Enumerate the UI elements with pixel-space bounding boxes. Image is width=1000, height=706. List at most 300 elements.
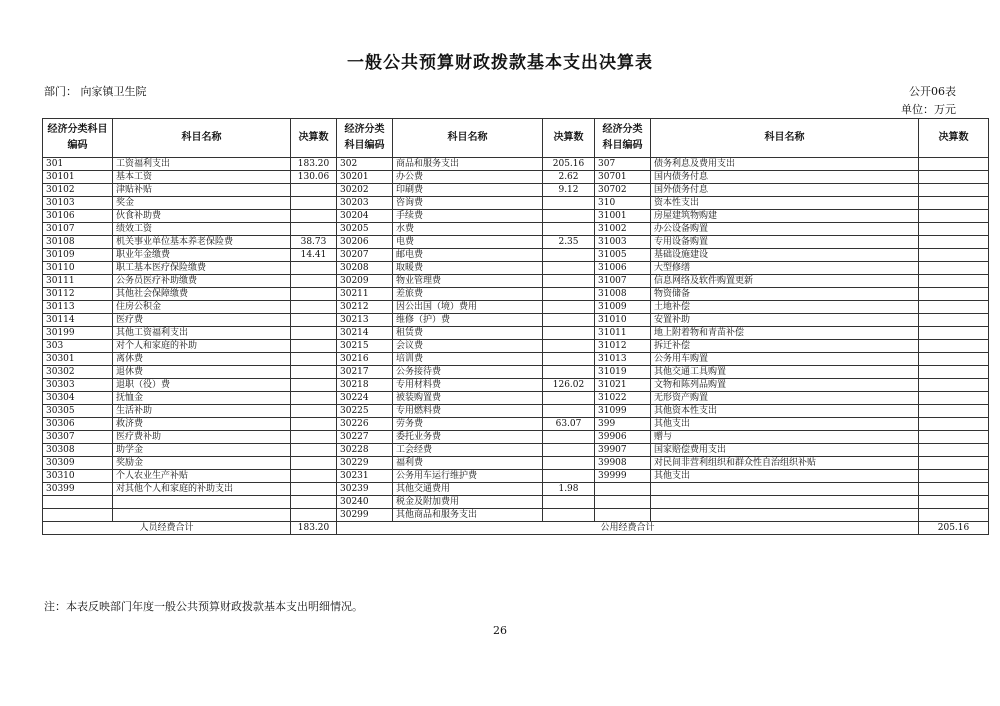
table-row [43, 275, 989, 288]
amount-cell [919, 171, 989, 184]
table-row [43, 301, 989, 314]
amount-cell [919, 210, 989, 223]
code-cell: 30227 [337, 431, 393, 444]
code-cell: 302 [337, 158, 393, 171]
name-cell: 其他支出 [651, 418, 919, 431]
amount-cell [919, 405, 989, 418]
expenditure-table [42, 118, 989, 535]
amount-cell [543, 509, 595, 522]
code-cell: 30203 [337, 197, 393, 210]
amount-cell [291, 340, 337, 353]
code-cell: 30307 [43, 431, 113, 444]
table-row [43, 314, 989, 327]
amount-cell [919, 418, 989, 431]
amount-cell: 14.41 [291, 249, 337, 262]
name-cell: 因公出国（境）费用 [393, 301, 543, 314]
name-cell: 文物和陈列品购置 [651, 379, 919, 392]
amount-cell [919, 223, 989, 236]
name-cell: 债务利息及费用支出 [651, 158, 919, 171]
table-row [43, 444, 989, 457]
amount-cell [543, 249, 595, 262]
amount-cell [919, 366, 989, 379]
name-cell: 商品和服务支出 [393, 158, 543, 171]
table-row [43, 431, 989, 444]
name-cell: 助学金 [113, 444, 291, 457]
code-cell: 30299 [337, 509, 393, 522]
amount-cell [543, 470, 595, 483]
name-cell: 办公设备购置 [651, 223, 919, 236]
amount-cell [291, 262, 337, 275]
code-cell: 39908 [595, 457, 651, 470]
amount-cell [291, 431, 337, 444]
amount-cell [919, 457, 989, 470]
code-cell: 31007 [595, 275, 651, 288]
table-row [43, 379, 989, 392]
code-cell: 30301 [43, 353, 113, 366]
table-row [43, 327, 989, 340]
code-cell: 30229 [337, 457, 393, 470]
name-cell: 大型修缮 [651, 262, 919, 275]
name-cell: 安置补助 [651, 314, 919, 327]
name-cell: 公务用车购置 [651, 353, 919, 366]
name-cell: 离休费 [113, 353, 291, 366]
name-cell: 职业年金缴费 [113, 249, 291, 262]
amount-cell: 205.16 [543, 158, 595, 171]
name-cell: 公务用车运行维护费 [393, 470, 543, 483]
header-cell: 科目名称 [393, 119, 543, 158]
name-cell: 其他交通工具购置 [651, 366, 919, 379]
code-cell: 30310 [43, 470, 113, 483]
code-cell: 399 [595, 418, 651, 431]
code-cell: 30111 [43, 275, 113, 288]
name-cell: 专用燃料费 [393, 405, 543, 418]
code-cell: 30212 [337, 301, 393, 314]
amount-cell: 2.62 [543, 171, 595, 184]
table-header-row [43, 119, 989, 158]
code-cell: 31013 [595, 353, 651, 366]
amount-cell [919, 392, 989, 405]
code-cell: 31019 [595, 366, 651, 379]
table-row [43, 392, 989, 405]
name-cell: 其他支出 [651, 470, 919, 483]
code-cell: 31003 [595, 236, 651, 249]
name-cell: 绩效工资 [113, 223, 291, 236]
code-cell: 30204 [337, 210, 393, 223]
code-cell: 30211 [337, 288, 393, 301]
amount-cell [291, 418, 337, 431]
name-cell: 邮电费 [393, 249, 543, 262]
name-cell: 其他商品和服务支出 [393, 509, 543, 522]
amount-cell [543, 405, 595, 418]
table-row [43, 288, 989, 301]
code-cell: 30218 [337, 379, 393, 392]
code-cell: 30207 [337, 249, 393, 262]
name-cell: 劳务费 [393, 418, 543, 431]
name-cell: 税金及附加费用 [393, 496, 543, 509]
table-row [43, 366, 989, 379]
name-cell: 专用设备购置 [651, 236, 919, 249]
name-cell: 培训费 [393, 353, 543, 366]
name-cell: 房屋建筑物购建 [651, 210, 919, 223]
code-cell: 30206 [337, 236, 393, 249]
code-cell: 31099 [595, 405, 651, 418]
name-cell: 物业管理费 [393, 275, 543, 288]
amount-cell [919, 509, 989, 522]
name-cell: 国内债务付息 [651, 171, 919, 184]
code-cell: 31008 [595, 288, 651, 301]
code-cell: 307 [595, 158, 651, 171]
code-cell: 30231 [337, 470, 393, 483]
code-cell: 30106 [43, 210, 113, 223]
name-cell: 赠与 [651, 431, 919, 444]
code-cell [595, 509, 651, 522]
name-cell: 抚恤金 [113, 392, 291, 405]
amount-cell [291, 392, 337, 405]
name-cell [651, 496, 919, 509]
amount-cell [543, 223, 595, 236]
code-cell: 30224 [337, 392, 393, 405]
page-number: 26 [493, 624, 507, 637]
name-cell: 维修（护）费 [393, 314, 543, 327]
code-cell [595, 483, 651, 496]
name-cell: 医疗费补助 [113, 431, 291, 444]
code-cell: 30199 [43, 327, 113, 340]
name-cell: 物资储备 [651, 288, 919, 301]
code-cell: 30213 [337, 314, 393, 327]
code-cell: 30217 [337, 366, 393, 379]
name-cell: 机关事业单位基本养老保险费 [113, 236, 291, 249]
table-row [43, 223, 989, 236]
name-cell: 伙食补助费 [113, 210, 291, 223]
public-total-value: 205.16 [919, 522, 989, 535]
name-cell: 电费 [393, 236, 543, 249]
amount-cell: 130.06 [291, 171, 337, 184]
amount-cell [291, 353, 337, 366]
amount-cell [291, 327, 337, 340]
name-cell [113, 509, 291, 522]
name-cell [651, 483, 919, 496]
name-cell: 基础设施建设 [651, 249, 919, 262]
code-cell: 31012 [595, 340, 651, 353]
code-cell: 30240 [337, 496, 393, 509]
code-cell: 30113 [43, 301, 113, 314]
code-cell: 30216 [337, 353, 393, 366]
table-row [43, 457, 989, 470]
table-row [43, 509, 989, 522]
code-cell: 30112 [43, 288, 113, 301]
header-cell: 经济分类科目编码 [43, 119, 113, 158]
code-cell: 31002 [595, 223, 651, 236]
table-row [43, 236, 989, 249]
code-cell: 39999 [595, 470, 651, 483]
code-cell: 31005 [595, 249, 651, 262]
amount-cell [291, 509, 337, 522]
amount-cell: 38.73 [291, 236, 337, 249]
table-note: 注：本表反映部门年度一般公共预算财政拨款基本支出明细情况。 [44, 600, 363, 613]
amount-cell [919, 301, 989, 314]
amount-cell [291, 223, 337, 236]
name-cell: 其他交通费用 [393, 483, 543, 496]
name-cell: 信息网络及软件购置更新 [651, 275, 919, 288]
amount-cell [543, 366, 595, 379]
name-cell: 水费 [393, 223, 543, 236]
name-cell: 其他资本性支出 [651, 405, 919, 418]
table-row [43, 470, 989, 483]
code-cell: 303 [43, 340, 113, 353]
amount-cell [543, 431, 595, 444]
amount-cell [543, 392, 595, 405]
public-total-label: 公用经费合计 [337, 522, 919, 535]
code-cell: 31009 [595, 301, 651, 314]
code-cell: 30304 [43, 392, 113, 405]
code-cell: 301 [43, 158, 113, 171]
amount-cell [919, 158, 989, 171]
amount-cell: 2.35 [543, 236, 595, 249]
amount-cell [919, 353, 989, 366]
amount-cell [543, 353, 595, 366]
personnel-total-label: 人员经费合计 [43, 522, 291, 535]
amount-cell [919, 184, 989, 197]
name-cell: 工会经费 [393, 444, 543, 457]
amount-cell [291, 184, 337, 197]
table-row [43, 418, 989, 431]
code-cell: 30101 [43, 171, 113, 184]
table-row [43, 249, 989, 262]
name-cell: 生活补助 [113, 405, 291, 418]
amount-cell [291, 210, 337, 223]
code-cell: 31022 [595, 392, 651, 405]
amount-cell: 1.98 [543, 483, 595, 496]
header-cell: 科目名称 [651, 119, 919, 158]
name-cell: 对民间非营利组织和群众性自治组织补贴 [651, 457, 919, 470]
code-cell: 30309 [43, 457, 113, 470]
amount-cell [291, 314, 337, 327]
header-cell: 经济分类科目编码 [337, 119, 393, 158]
personnel-total-value: 183.20 [291, 522, 337, 535]
table-row [43, 262, 989, 275]
code-cell: 30202 [337, 184, 393, 197]
name-cell: 资本性支出 [651, 197, 919, 210]
name-cell: 公务接待费 [393, 366, 543, 379]
code-cell: 30107 [43, 223, 113, 236]
name-cell: 手续费 [393, 210, 543, 223]
amount-cell [919, 197, 989, 210]
name-cell: 咨询费 [393, 197, 543, 210]
table-row [43, 184, 989, 197]
name-cell: 租赁费 [393, 327, 543, 340]
code-cell: 30201 [337, 171, 393, 184]
amount-cell [291, 470, 337, 483]
amount-cell [919, 483, 989, 496]
header-cell: 经济分类科目编码 [595, 119, 651, 158]
amount-cell [291, 275, 337, 288]
code-cell: 30305 [43, 405, 113, 418]
name-cell: 会议费 [393, 340, 543, 353]
name-cell: 对其他个人和家庭的补助支出 [113, 483, 291, 496]
form-number: 公开06表 [909, 85, 956, 98]
code-cell: 30110 [43, 262, 113, 275]
amount-cell [291, 405, 337, 418]
amount-cell [919, 379, 989, 392]
code-cell: 30226 [337, 418, 393, 431]
table-body [43, 158, 989, 522]
amount-cell [543, 262, 595, 275]
amount-cell [919, 431, 989, 444]
name-cell: 职工基本医疗保险缴费 [113, 262, 291, 275]
code-cell: 30225 [337, 405, 393, 418]
code-cell: 30109 [43, 249, 113, 262]
code-cell: 30108 [43, 236, 113, 249]
department-label: 部门： 向家镇卫生院 [44, 85, 147, 98]
code-cell: 31001 [595, 210, 651, 223]
name-cell: 拆迁补偿 [651, 340, 919, 353]
code-cell: 30208 [337, 262, 393, 275]
header-cell: 科目名称 [113, 119, 291, 158]
amount-cell [291, 301, 337, 314]
table-row [43, 340, 989, 353]
name-cell: 差旅费 [393, 288, 543, 301]
amount-cell [919, 340, 989, 353]
name-cell: 津贴补贴 [113, 184, 291, 197]
totals-row [43, 522, 989, 535]
code-cell: 39907 [595, 444, 651, 457]
name-cell: 福利费 [393, 457, 543, 470]
amount-cell [919, 236, 989, 249]
amount-cell [543, 444, 595, 457]
name-cell: 印刷费 [393, 184, 543, 197]
amount-cell [543, 288, 595, 301]
amount-cell [919, 262, 989, 275]
amount-cell: 9.12 [543, 184, 595, 197]
unit-label: 单位：万元 [901, 103, 956, 116]
amount-cell [919, 249, 989, 262]
name-cell: 委托业务费 [393, 431, 543, 444]
code-cell: 30302 [43, 366, 113, 379]
amount-cell [291, 483, 337, 496]
name-cell: 工资福利支出 [113, 158, 291, 171]
amount-cell: 126.02 [543, 379, 595, 392]
code-cell: 31021 [595, 379, 651, 392]
header-cell: 决算数 [543, 119, 595, 158]
amount-cell [543, 275, 595, 288]
name-cell: 住房公积金 [113, 301, 291, 314]
table-row [43, 210, 989, 223]
name-cell: 奖励金 [113, 457, 291, 470]
amount-cell [291, 379, 337, 392]
amount-cell [291, 457, 337, 470]
amount-cell [543, 327, 595, 340]
page-title: 一般公共预算财政拨款基本支出决算表 [347, 53, 653, 73]
code-cell: 31011 [595, 327, 651, 340]
amount-cell [919, 288, 989, 301]
code-cell: 30102 [43, 184, 113, 197]
name-cell: 救济费 [113, 418, 291, 431]
name-cell: 被装购置费 [393, 392, 543, 405]
header-cell: 决算数 [919, 119, 989, 158]
amount-cell: 63.07 [543, 418, 595, 431]
code-cell: 30303 [43, 379, 113, 392]
code-cell [43, 496, 113, 509]
code-cell: 39906 [595, 431, 651, 444]
code-cell: 30214 [337, 327, 393, 340]
name-cell: 退休费 [113, 366, 291, 379]
name-cell: 奖金 [113, 197, 291, 210]
amount-cell [543, 197, 595, 210]
amount-cell [919, 275, 989, 288]
amount-cell [543, 496, 595, 509]
amount-cell [919, 496, 989, 509]
table-row [43, 496, 989, 509]
code-cell: 30215 [337, 340, 393, 353]
header-cell: 决算数 [291, 119, 337, 158]
table-row [43, 197, 989, 210]
code-cell [595, 496, 651, 509]
name-cell [113, 496, 291, 509]
code-cell: 30103 [43, 197, 113, 210]
amount-cell [919, 470, 989, 483]
name-cell: 国家赔偿费用支出 [651, 444, 919, 457]
amount-cell [543, 314, 595, 327]
code-cell: 30701 [595, 171, 651, 184]
table-row [43, 171, 989, 184]
name-cell: 国外债务付息 [651, 184, 919, 197]
code-cell: 30114 [43, 314, 113, 327]
amount-cell [291, 366, 337, 379]
name-cell: 医疗费 [113, 314, 291, 327]
code-cell: 30399 [43, 483, 113, 496]
code-cell [43, 509, 113, 522]
name-cell: 地上附着物和青苗补偿 [651, 327, 919, 340]
table-row [43, 405, 989, 418]
name-cell: 无形资产购置 [651, 392, 919, 405]
name-cell: 其他工资福利支出 [113, 327, 291, 340]
code-cell: 30308 [43, 444, 113, 457]
amount-cell: 183.20 [291, 158, 337, 171]
name-cell [651, 509, 919, 522]
amount-cell [919, 327, 989, 340]
code-cell: 30228 [337, 444, 393, 457]
name-cell: 土地补偿 [651, 301, 919, 314]
amount-cell [543, 340, 595, 353]
amount-cell [919, 444, 989, 457]
name-cell: 专用材料费 [393, 379, 543, 392]
amount-cell [919, 314, 989, 327]
amount-cell [291, 197, 337, 210]
name-cell: 公务员医疗补助缴费 [113, 275, 291, 288]
name-cell: 基本工资 [113, 171, 291, 184]
amount-cell [291, 444, 337, 457]
amount-cell [291, 496, 337, 509]
code-cell: 31010 [595, 314, 651, 327]
table-row [43, 158, 989, 171]
code-cell: 310 [595, 197, 651, 210]
amount-cell [543, 210, 595, 223]
code-cell: 30205 [337, 223, 393, 236]
code-cell: 30702 [595, 184, 651, 197]
name-cell: 对个人和家庭的补助 [113, 340, 291, 353]
code-cell: 30306 [43, 418, 113, 431]
code-cell: 31006 [595, 262, 651, 275]
amount-cell [543, 301, 595, 314]
code-cell: 30239 [337, 483, 393, 496]
table-row [43, 483, 989, 496]
name-cell: 退职（役）费 [113, 379, 291, 392]
name-cell: 办公费 [393, 171, 543, 184]
table-row [43, 353, 989, 366]
code-cell: 30209 [337, 275, 393, 288]
name-cell: 个人农业生产补贴 [113, 470, 291, 483]
name-cell: 其他社会保障缴费 [113, 288, 291, 301]
